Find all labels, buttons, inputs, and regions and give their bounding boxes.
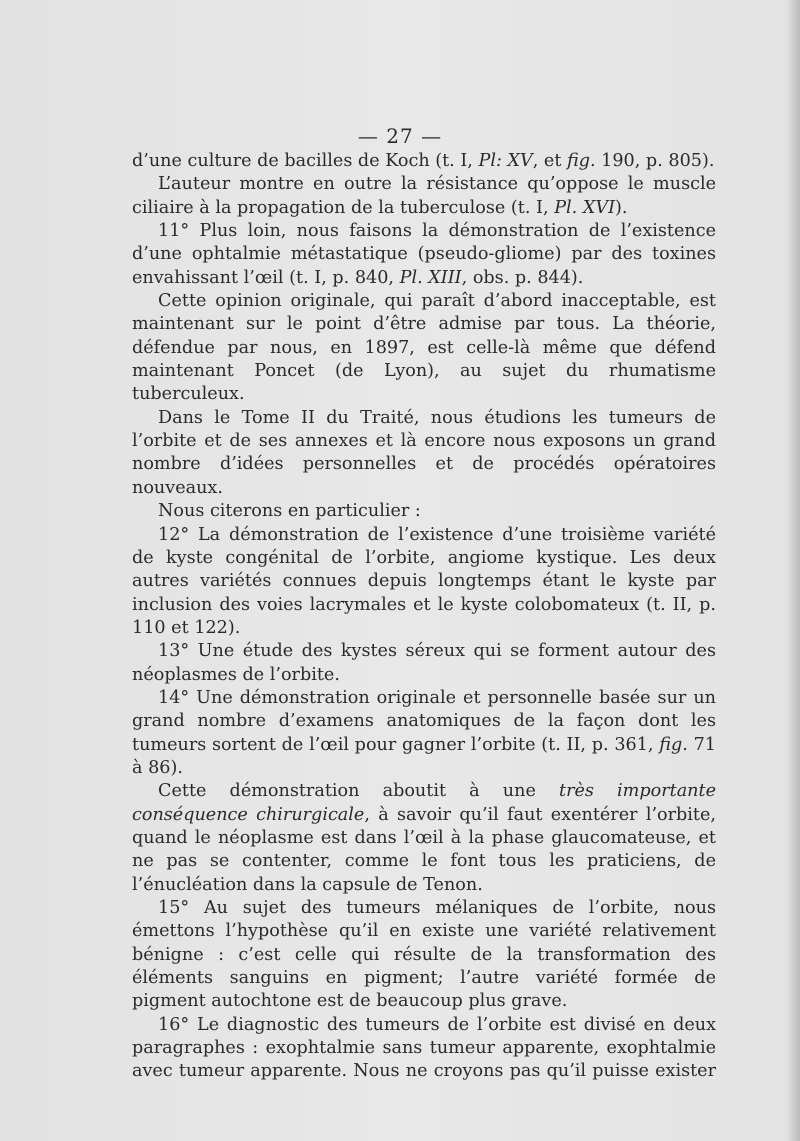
text-run: 15° Au sujet des tumeurs mélaniques de l’orbite, nous émettons l’hypothèse qu’il en existe une variété relativement bénigne : c’est celle qui résulte de la transformation des éléments sanguins en pigment; l’autre variété formée de pigment autochtone est de beaucoup plus grave. [132, 898, 716, 1012]
text-run: 11° Plus loin, nous faisons la démonstration de l’existence d’une ophtalmie métastatique (pseudo-gliome) par des toxines envahissant l’œil (t. I, p. 840, [132, 221, 716, 288]
text-run: 14° Une démonstration originale et personnelle basée sur un grand nombre d’examens anatomiques de la façon dont les tumeurs sortent de l’œil pour gagner l’orbite (t. II, p. 361, [132, 687, 716, 755]
text-run: 13° Une étude des kystes séreux qui se forment autour des néoplasmes de l’orbite. [132, 641, 716, 685]
text-run: 12° La démonstration de l’existence d’une troisième variété de kyste congénital de l’orbite, angiome kystique. Les deux autres variétés connues depuis longtemps étant le kyste par inclusion des voies lacrymales et le kyste colobomateux (t. II, p. 110 et 122). [132, 524, 716, 638]
text-run: Dans le Tome II du Traité, nous étudions les tumeurs de l’orbite et de ses annexes et là encore nous exposons un grand nombre d’idées personnelles et de procédés opératoires nouveaux. [132, 407, 716, 498]
text-run: d’une culture de bacilles de Koch (t. I, [132, 151, 479, 171]
text-run: Cette opinion originale, qui paraît d’abord inacceptable, est maintenant sur le point d’être admise par tous. La théorie, défendue par nous, en 1897, est celle-là même que défend maintenant Poncet (de Lyon), au sujet du rhumatisme tuberculeux. [132, 291, 716, 405]
italic-run: Pl. XVI [554, 197, 616, 218]
paragraph [132, 150, 716, 173]
paragraph [132, 173, 716, 220]
text-run: Nous citerons en particulier : [158, 501, 421, 522]
text-run: Cette démonstration aboutit à une [158, 781, 559, 802]
italic-run: fig. [566, 151, 596, 171]
paragraph [132, 1014, 716, 1084]
body-text [132, 150, 716, 1084]
paragraph [132, 290, 716, 407]
text-run: ). [615, 197, 628, 218]
paragraph [132, 524, 716, 641]
italic-run: Pl: XV [478, 151, 533, 171]
paragraph [132, 640, 716, 687]
paragraph [132, 500, 716, 523]
page-number: — 27 — [357, 124, 443, 148]
paragraph [132, 897, 716, 1014]
italic-run: Pl. XIII [399, 267, 462, 288]
text-run: 16° Le diagnostic des tumeurs de l’orbite est divisé en deux paragraphes : exophtalmie sans tumeur apparente, exophtalmie avec tumeur apparente. Nous ne croyons pas qu’il puisse exister [132, 1014, 716, 1082]
paragraph [132, 687, 716, 780]
page-edge-shadow [786, 0, 800, 1141]
text-run: , à savoir qu’il faut exentérer l’orbite, quand le néoplasme est dans l’œil à la phase glaucomateuse, et ne pas se contenter, comme le font tous les praticiens, de l’énucléation dans la capsule de Tenon. [132, 804, 716, 895]
paragraph [132, 220, 716, 290]
text-run: , et [532, 151, 567, 171]
text-run: L’auteur montre en outre la résistance qu’oppose le muscle ciliaire à la propagation de la tuberculose (t. I, [132, 174, 716, 218]
italic-run: très importante conséquence chirurgicale [132, 781, 717, 825]
text-run: 190, p. 805). [595, 151, 715, 171]
paragraph [132, 780, 716, 897]
text-run: , obs. p. 844). [461, 267, 584, 288]
text-run: 71 à 86). [132, 734, 717, 778]
italic-run: fig. [659, 734, 688, 755]
paragraph [132, 407, 716, 500]
